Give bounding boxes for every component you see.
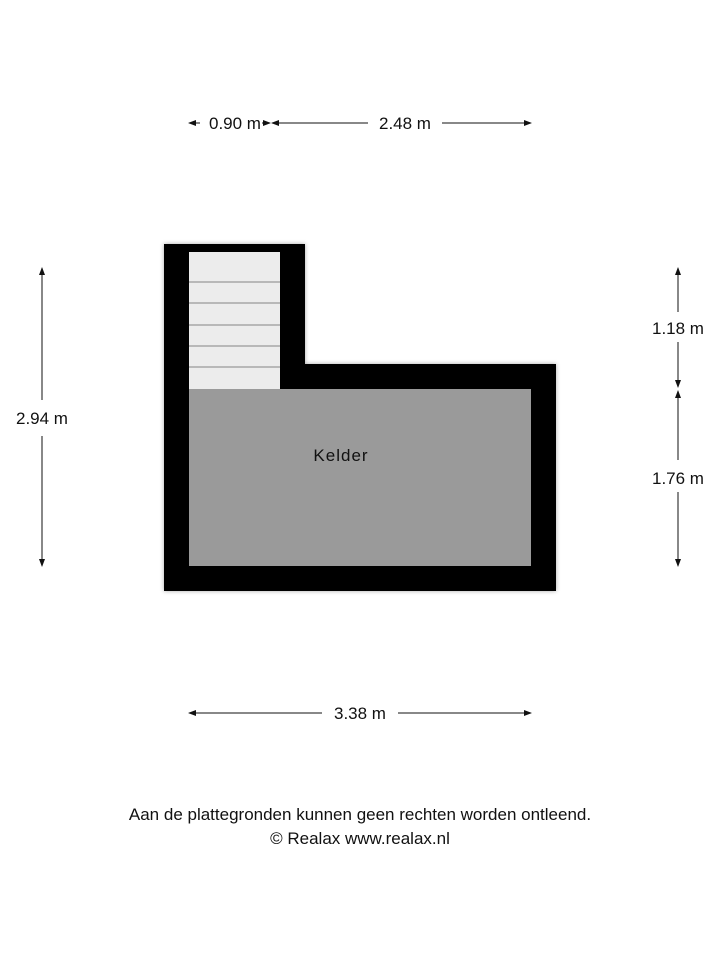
svg-text:3.38 m: 3.38 m — [334, 704, 386, 723]
svg-text:1.76 m: 1.76 m — [652, 469, 704, 488]
copyright: © Realax www.realax.nl — [270, 829, 450, 848]
dimension-left — [16, 268, 68, 566]
room-label: Kelder — [313, 446, 369, 465]
dimension-right-upper — [652, 268, 704, 387]
stairs — [189, 252, 280, 389]
svg-text:2.48 m: 2.48 m — [379, 114, 431, 133]
dimension-right-lower — [652, 391, 704, 566]
dimension-top-right — [272, 114, 531, 133]
dimension-bottom — [189, 704, 531, 723]
dimension-top-left — [189, 114, 270, 133]
disclaimer: Aan de plattegronden kunnen geen rechten worden ontleend. — [128, 805, 592, 824]
svg-text:0.90 m: 0.90 m — [209, 114, 261, 133]
svg-text:1.18 m: 1.18 m — [652, 319, 704, 338]
room-kelder — [189, 389, 531, 566]
svg-text:2.94 m: 2.94 m — [16, 409, 68, 428]
